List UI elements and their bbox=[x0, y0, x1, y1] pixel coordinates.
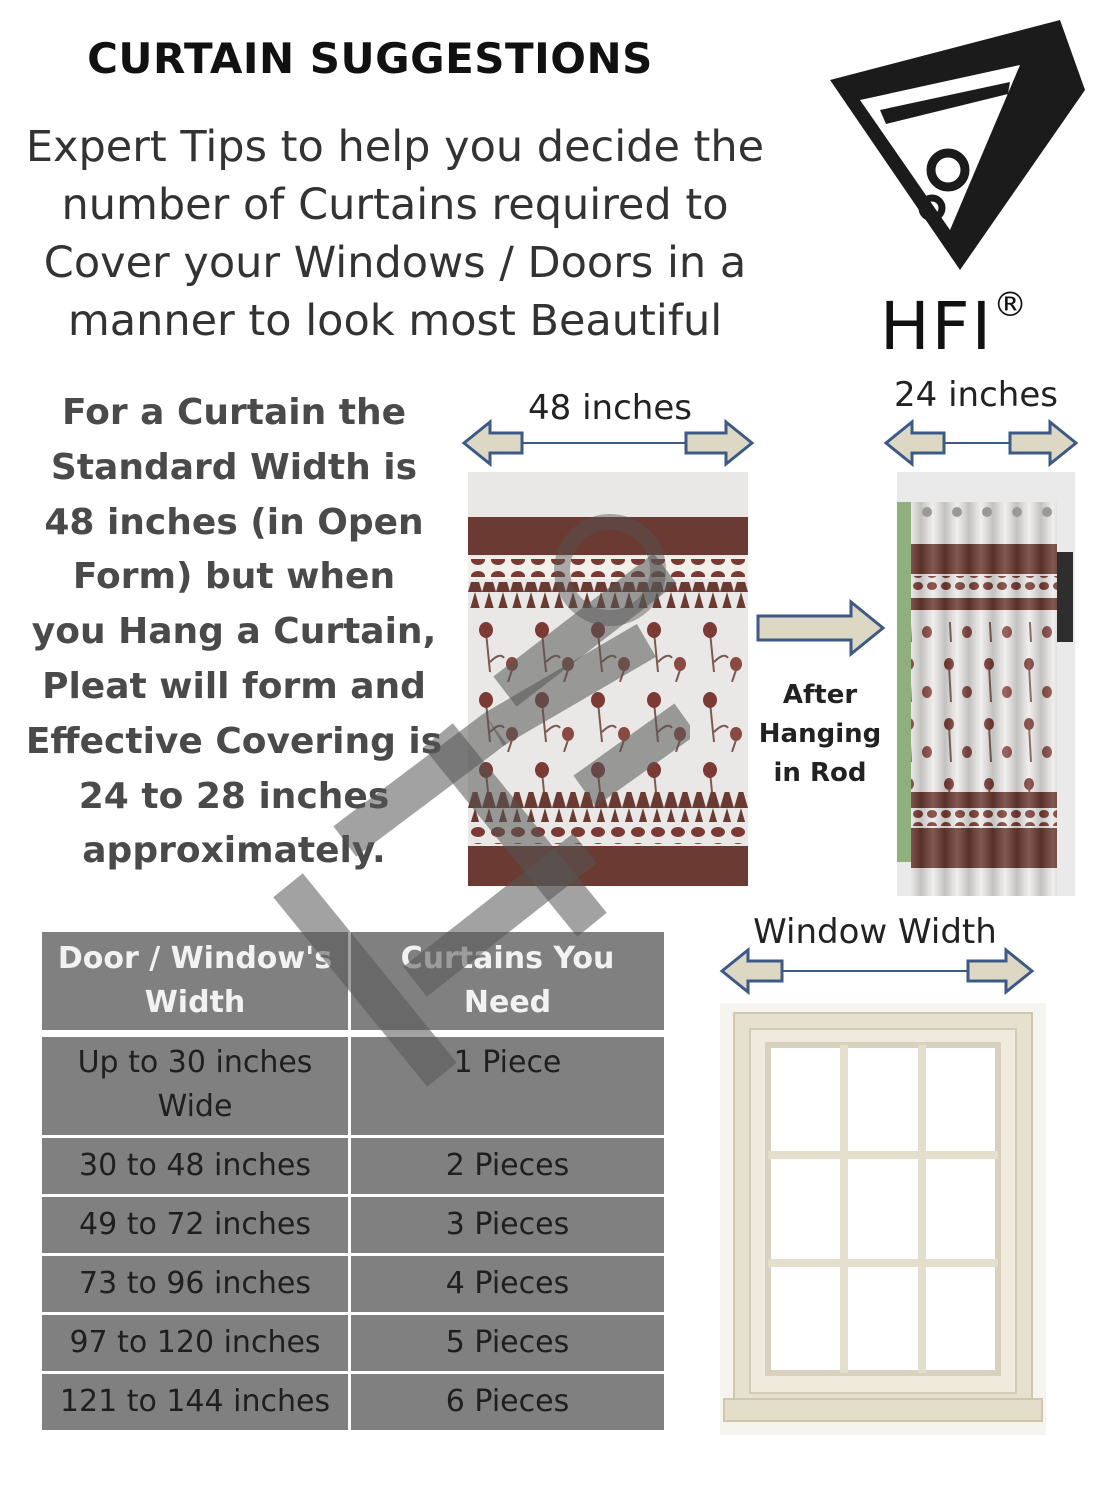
subtitle bbox=[10, 118, 780, 350]
brand-name bbox=[880, 285, 1050, 365]
width-cell: 97 to 120 inches bbox=[42, 1315, 350, 1371]
width-cell: 49 to 72 inches bbox=[42, 1197, 350, 1253]
need-cell: 2 Pieces bbox=[350, 1138, 665, 1194]
description-line: Effective Covering is bbox=[25, 720, 443, 762]
header-width bbox=[42, 932, 350, 1030]
window-image bbox=[720, 1003, 1046, 1435]
width-cell: 121 to 144 inches bbox=[42, 1374, 350, 1430]
after-label-line: After bbox=[782, 680, 858, 710]
hung-width-arrows-icon bbox=[882, 418, 1080, 468]
after-label-line: Hanging bbox=[758, 719, 882, 749]
header-line: Curtains You bbox=[400, 941, 615, 976]
description-line: Form) but when bbox=[72, 556, 396, 598]
header-line: Width bbox=[144, 985, 246, 1020]
description-line: you Hang a Curtain, bbox=[31, 611, 437, 653]
description-line: 24 to 28 inches bbox=[78, 775, 390, 817]
description-line: Standard Width is bbox=[50, 446, 418, 488]
header-need bbox=[350, 932, 665, 1030]
width-cell: 73 to 96 inches bbox=[42, 1256, 350, 1312]
window-width-label: Window Width bbox=[753, 912, 997, 952]
width-line: Wide bbox=[157, 1089, 233, 1124]
width-cell: 30 to 48 inches bbox=[42, 1138, 350, 1194]
subtitle-line: manner to look most Beautiful bbox=[67, 296, 723, 346]
table-row bbox=[42, 1256, 664, 1312]
need-cell: 4 Pieces bbox=[350, 1256, 665, 1312]
table-row bbox=[42, 1374, 664, 1430]
need-cell: 3 Pieces bbox=[350, 1197, 665, 1253]
table-row bbox=[42, 1037, 664, 1135]
hung-curtain-image bbox=[897, 472, 1075, 896]
subtitle-line: Expert Tips to help you decide the bbox=[25, 122, 765, 172]
width-cell bbox=[42, 1037, 350, 1135]
description-line: approximately. bbox=[82, 830, 386, 872]
brand-text: HFI bbox=[880, 288, 994, 365]
description-line: For a Curtain the bbox=[61, 392, 407, 433]
table-row bbox=[42, 1315, 664, 1371]
need-cell bbox=[350, 1037, 665, 1135]
window-width-arrows-icon bbox=[718, 946, 1036, 996]
brand-logo-icon bbox=[820, 20, 1090, 280]
description-line: 48 inches (in Open bbox=[44, 501, 424, 543]
open-width-label: 48 inches bbox=[528, 388, 692, 428]
need-value: 1 Piece bbox=[453, 1045, 562, 1080]
need-cell: 5 Pieces bbox=[350, 1315, 665, 1371]
hung-width-label: 24 inches bbox=[894, 375, 1058, 415]
curtain-guide-table bbox=[42, 932, 664, 1430]
width-line: Up to 30 inches bbox=[77, 1045, 313, 1080]
table-row bbox=[42, 1138, 664, 1194]
header-line: Door / Window's bbox=[57, 941, 333, 976]
subtitle-line: Cover your Windows / Doors in a bbox=[43, 238, 747, 288]
transform-arrow-icon bbox=[755, 598, 887, 658]
after-label-line: in Rod bbox=[773, 758, 867, 788]
registered-mark: ® bbox=[993, 285, 1030, 325]
header-line: Need bbox=[463, 985, 552, 1020]
need-cell: 6 Pieces bbox=[350, 1374, 665, 1430]
open-curtain-image bbox=[468, 472, 748, 886]
open-width-arrows-icon bbox=[460, 418, 756, 468]
table-header-row bbox=[42, 932, 664, 1030]
description-line: Pleat will form and bbox=[42, 665, 426, 707]
description bbox=[20, 386, 448, 879]
page-title: CURTAIN SUGGESTIONS bbox=[87, 34, 653, 83]
subtitle-line: number of Curtains required to bbox=[61, 180, 729, 230]
table-row bbox=[42, 1197, 664, 1253]
after-hanging-label bbox=[755, 676, 885, 793]
